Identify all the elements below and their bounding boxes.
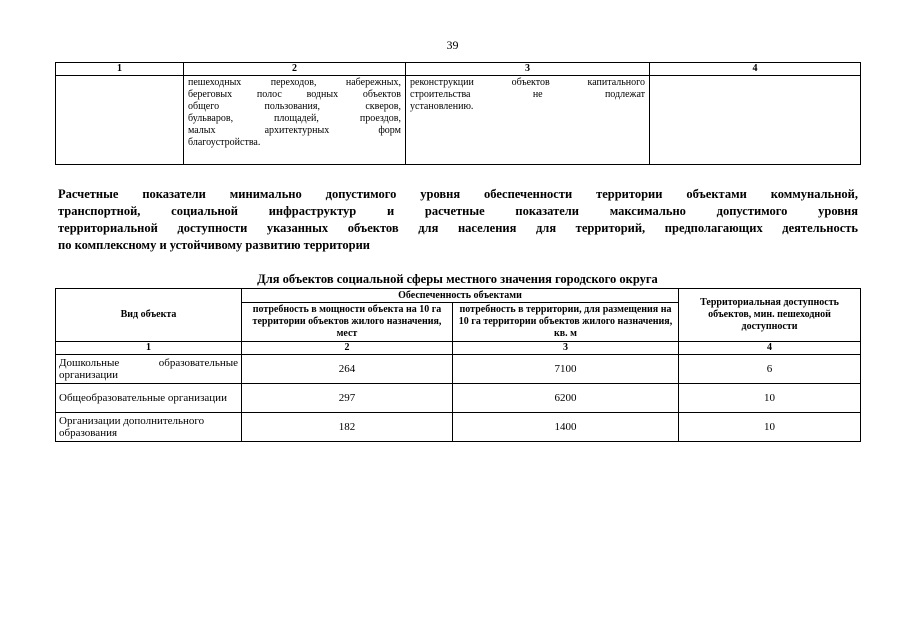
column-number-3: 3 xyxy=(453,342,679,355)
text-line: установлению. xyxy=(410,101,474,112)
page-number: 39 xyxy=(446,38,459,52)
text-line: малых архитектурных форм xyxy=(188,125,401,136)
access-cell: 10 xyxy=(679,413,861,442)
area-cell: 1400 xyxy=(453,413,679,442)
social-facilities-table xyxy=(55,288,861,442)
continuation-table xyxy=(55,62,861,165)
capacity-cell: 182 xyxy=(242,413,453,442)
column-number-1: 1 xyxy=(56,342,242,355)
section-heading xyxy=(58,186,858,254)
capacity-cell: 297 xyxy=(242,384,453,413)
heading-line: Расчетные показатели минимально допустимого уровня обеспеченности территории объектами коммунальной, xyxy=(58,187,858,201)
table-title: Для объектов социальной сферы местного значения городского округа xyxy=(257,272,658,286)
text-line: береговых полос водных объектов xyxy=(188,89,401,100)
text-line: строительства не подлежат xyxy=(410,89,645,100)
continuation-body-row xyxy=(56,76,861,165)
continuation-cell-2 xyxy=(184,76,406,165)
column-number-2: 2 xyxy=(184,63,406,76)
heading-line: территориальной доступности указанных объектов для населения для территорий, предполагающих деятельность xyxy=(58,221,858,235)
text-line: бульваров, площадей, проездов, xyxy=(188,113,401,124)
header-area: потребность в территории, для размещения на 10 га территории объектов жилого назначения, кв. м xyxy=(453,303,679,342)
area-cell: 6200 xyxy=(453,384,679,413)
column-number-4: 4 xyxy=(650,63,861,76)
text-line: общего пользования, скверов, xyxy=(188,101,401,112)
access-cell: 6 xyxy=(679,355,861,384)
object-type-cell: Общеобразовательные организации xyxy=(56,384,242,413)
continuation-cell-1 xyxy=(56,76,184,165)
header-object-type: Вид объекта xyxy=(56,289,242,342)
object-type-cell xyxy=(56,355,242,384)
continuation-cell-4 xyxy=(650,76,861,165)
text-line: пешеходных переходов, набережных, xyxy=(188,77,401,88)
header-capacity: потребность в мощности объекта на 10 га территории объектов жилого назначения, мест xyxy=(242,303,453,342)
object-name-line1: Дошкольные образовательные xyxy=(59,357,238,369)
column-numbers-row xyxy=(56,342,861,355)
table-row xyxy=(56,413,861,442)
heading-line: транспортной, социальной инфраструктур и расчетные показатели максимально допустимого уровня xyxy=(58,204,858,218)
text-line: благоустройства. xyxy=(188,137,261,148)
table-row xyxy=(56,384,861,413)
table-row xyxy=(56,355,861,384)
header-row-1 xyxy=(56,289,861,303)
continuation-header-row xyxy=(56,63,861,76)
column-number-1: 1 xyxy=(56,63,184,76)
column-number-2: 2 xyxy=(242,342,453,355)
object-name-line2: организации xyxy=(59,369,119,381)
object-type-cell: Организации дополнительного образования xyxy=(56,413,242,442)
area-cell: 7100 xyxy=(453,355,679,384)
column-number-4: 4 xyxy=(679,342,861,355)
continuation-cell-3 xyxy=(406,76,650,165)
access-cell: 10 xyxy=(679,384,861,413)
header-accessibility: Территориальная доступность объектов, мин. пешеходной доступности xyxy=(679,289,861,342)
capacity-cell: 264 xyxy=(242,355,453,384)
heading-line: по комплексному и устойчивому развитию территории xyxy=(58,238,371,252)
text-line: реконструкции объектов капитального xyxy=(410,77,645,88)
column-number-3: 3 xyxy=(406,63,650,76)
header-provision-group: Обеспеченность объектами xyxy=(242,289,679,303)
